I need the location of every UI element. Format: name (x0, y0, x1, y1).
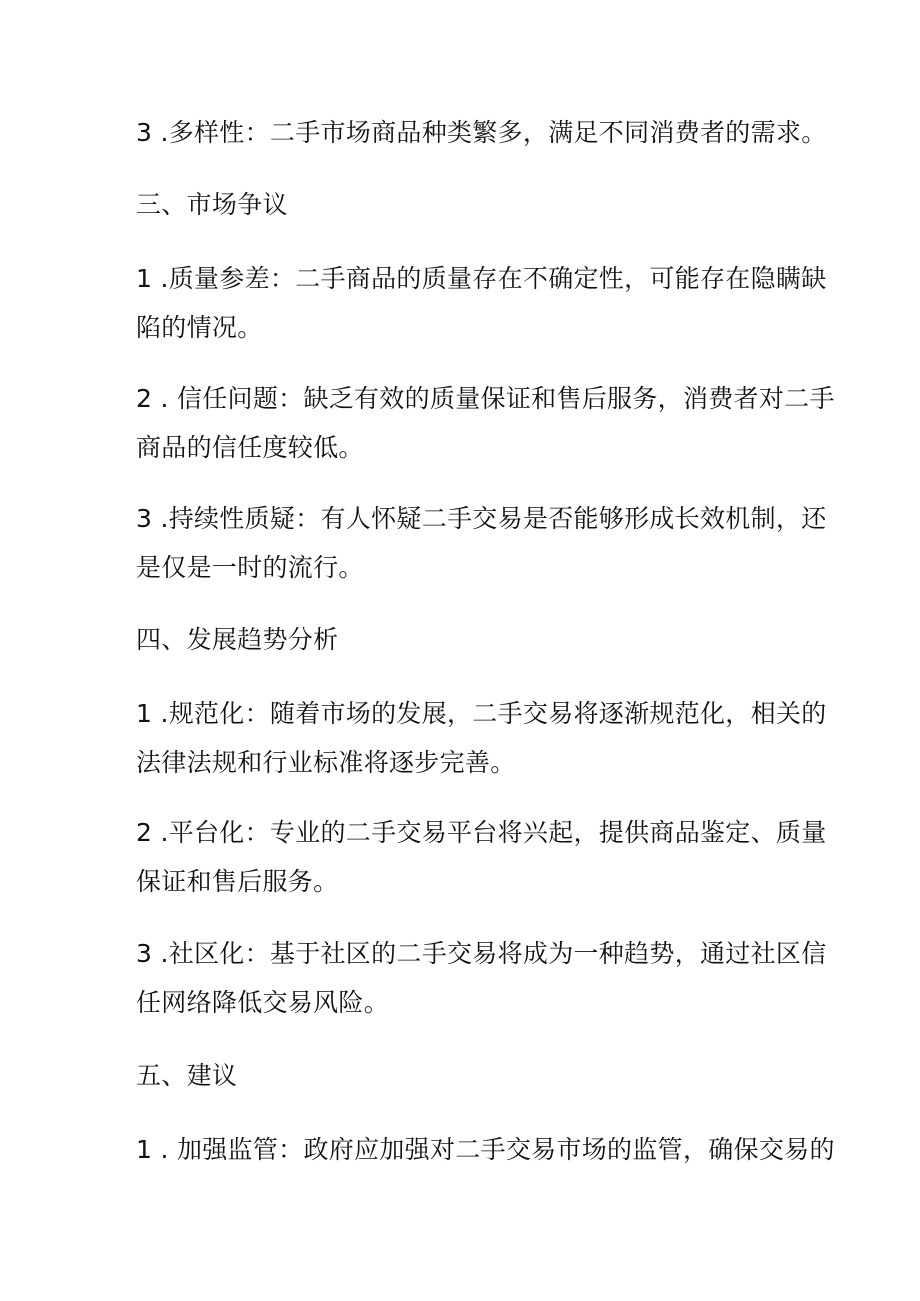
list-item-platform-line-2: 保证和售后服务。 (136, 867, 339, 896)
list-item-community-line-2: 任网络降低交易风险。 (136, 988, 390, 1017)
list-item-sustainability-line-1: 3 .持续性质疑：有人怀疑二手交易是否能够形成长效机制，还 (136, 504, 827, 533)
section-heading-market-disputes: 三、市场争议 (136, 190, 288, 219)
list-item-trust-line-2: 商品的信任度较低。 (136, 433, 364, 462)
list-item-diversity: 3 .多样性：二手市场商品种类繁多，满足不同消费者的需求。 (136, 118, 827, 147)
section-heading-suggestions: 五、建议 (136, 1061, 238, 1090)
list-item-trust-line-1: 2 . 信任问题：缺乏有效的质量保证和售后服务，消费者对二手 (136, 384, 835, 413)
list-item-standardization-line-2: 法律法规和行业标准将逐步完善。 (136, 748, 516, 777)
list-item-standardization-line-1: 1 .规范化：随着市场的发展，二手交易将逐渐规范化，相关的 (136, 699, 827, 728)
list-item-quality-line-1: 1 .质量参差：二手商品的质量存在不确定性，可能存在隐瞒缺 (136, 264, 827, 293)
list-item-platform-line-1: 2 .平台化：专业的二手交易平台将兴起，提供商品鉴定、质量 (136, 818, 827, 847)
list-item-regulation-line-1: 1 . 加强监管：政府应加强对二手交易市场的监管，确保交易的 (136, 1135, 835, 1164)
list-item-community-line-1: 3 .社区化：基于社区的二手交易将成为一种趋势，通过社区信 (136, 939, 827, 968)
section-heading-trend-analysis: 四、发展趋势分析 (136, 625, 339, 654)
list-item-quality-line-2: 陷的情况。 (136, 313, 263, 342)
list-item-sustainability-line-2: 是仅是一时的流行。 (136, 553, 364, 582)
